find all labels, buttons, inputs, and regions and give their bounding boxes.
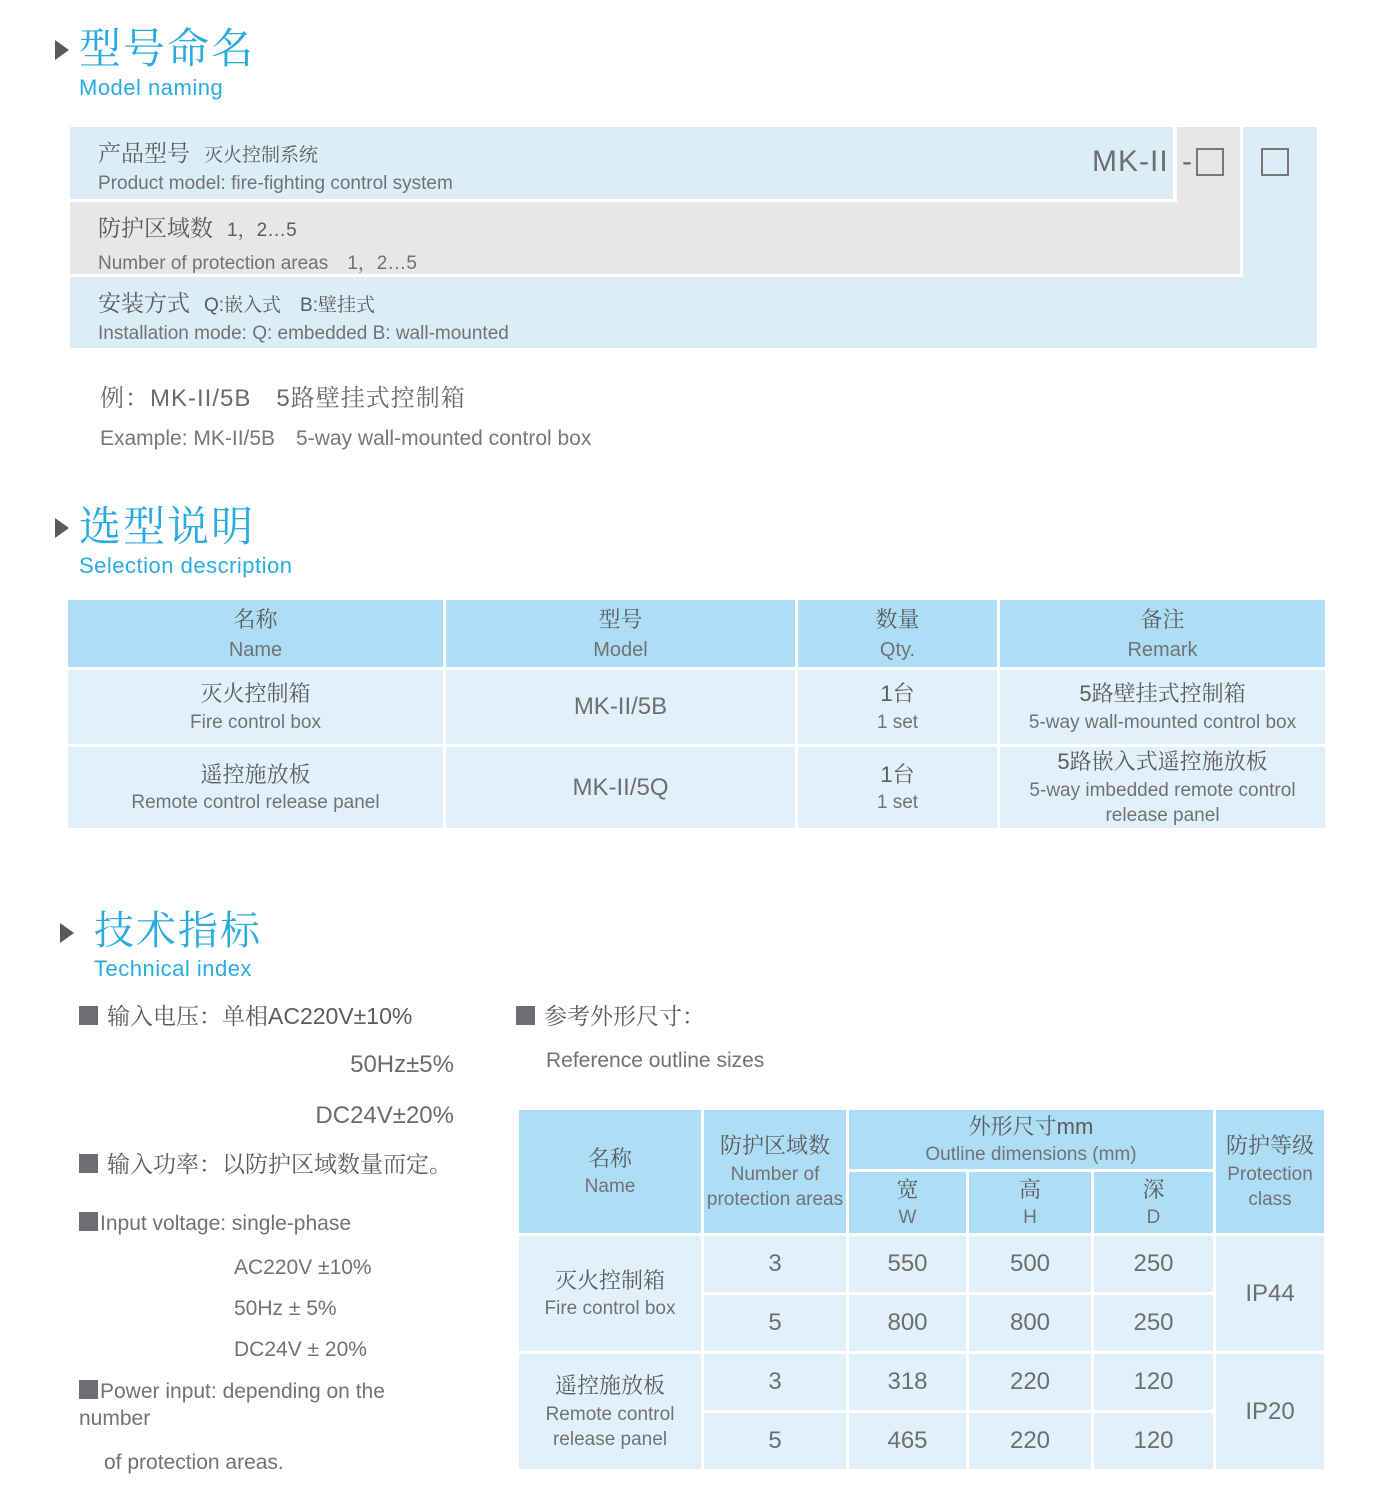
table-row — [67, 746, 1327, 830]
square-bullet-icon — [79, 1380, 98, 1399]
model-code-dash-box — [1182, 145, 1224, 179]
header-en: Name — [584, 1176, 636, 1198]
header-zh: 名称 — [587, 1145, 632, 1171]
spec-dc24v-zh: DC24V±20% — [315, 1101, 454, 1129]
spec-ac220v-en: AC220V ±10% — [234, 1255, 372, 1279]
row-note-zh: Q:嵌入式 B:壁挂式 — [204, 295, 376, 317]
spec-50hz-zh: 50Hz±5% — [350, 1051, 454, 1079]
col-header-remark — [999, 599, 1327, 669]
col-header-depth — [1093, 1171, 1215, 1235]
row-label-zh: 防护区域数 — [98, 215, 213, 242]
header-en: Protection class — [1227, 1163, 1313, 1210]
cell-name-zh: 灭火控制箱 — [554, 1267, 665, 1293]
cell-height: 220 — [968, 1412, 1093, 1471]
section-subtitle-model-naming: Model naming — [79, 75, 224, 101]
electrical-specs — [79, 1002, 454, 1493]
example-text-zh: 例：MK-II/5B 5路壁挂式控制箱 — [100, 385, 466, 413]
header-zh: 防护区域数 — [719, 1133, 830, 1159]
col-header-protection-areas — [703, 1109, 848, 1235]
diagram-row-product-model — [70, 127, 1173, 199]
header-en: Number of protection areas — [706, 1163, 844, 1210]
cell-remark — [999, 746, 1327, 830]
table-row — [518, 1353, 1326, 1412]
cell-name-en: Fire control box — [190, 711, 321, 733]
header-zh: 外形尺寸mm — [968, 1113, 1094, 1139]
row-label-en: Product model: fire-fighting control system — [98, 173, 453, 195]
header-zh: 数量 — [875, 607, 920, 633]
header-zh: 高 — [1018, 1176, 1041, 1202]
placeholder-box-icon — [1196, 148, 1224, 176]
header-zh: 深 — [1142, 1176, 1165, 1202]
square-bullet-icon — [79, 1212, 98, 1231]
header-zh: 备注 — [1140, 607, 1185, 633]
model-code-box — [1261, 148, 1289, 181]
example-text-en: Example: MK-II/5B 5-way wall-mounted control box — [100, 427, 592, 451]
spec-text: Power input: depending on the number — [79, 1379, 385, 1431]
header-en: W — [898, 1207, 917, 1229]
cell-qty-zh: 1台 — [880, 761, 915, 787]
selection-table — [65, 597, 1328, 831]
row-label-en: Number of protection areas 1，2…5 — [98, 253, 417, 275]
cell-name — [67, 669, 445, 746]
section-technical-header — [60, 909, 1399, 982]
section-selection-header — [55, 504, 1399, 579]
cell-depth: 120 — [1093, 1353, 1215, 1412]
cell-height: 220 — [968, 1353, 1093, 1412]
cell-areas: 3 — [703, 1353, 848, 1412]
cell-name-en: Fire control box — [544, 1298, 676, 1320]
placeholder-box-icon — [1261, 148, 1289, 176]
outline-sizes-block — [516, 1002, 1327, 1472]
cell-remark-en: 5-way imbedded remote control release panel — [1029, 780, 1296, 826]
cell-depth: 250 — [1093, 1235, 1215, 1294]
outline-title-zh — [516, 1002, 1327, 1032]
cell-depth: 120 — [1093, 1412, 1215, 1471]
spec-text: 输入功率：以防护区域数量而定。 — [107, 1150, 452, 1177]
technical-content — [79, 1002, 1399, 1493]
table-row — [518, 1235, 1326, 1294]
spec-power-input-en — [79, 1378, 454, 1433]
section-title-model-naming: 型号命名 — [79, 25, 256, 72]
row-label-zh: 产品型号 — [98, 140, 190, 167]
cell-qty-zh: 1台 — [880, 681, 915, 707]
col-header-qty — [797, 599, 999, 669]
cell-remark-en: 5-way wall-mounted control box — [1028, 711, 1297, 733]
spec-power-input-zh — [79, 1150, 454, 1180]
cell-name — [518, 1235, 703, 1353]
row-note-zh: 1，2…5 — [227, 220, 297, 242]
cell-areas: 5 — [703, 1412, 848, 1471]
header-en: H — [1023, 1207, 1037, 1229]
diagram-row-protection-areas — [70, 202, 1240, 274]
cell-areas: 5 — [703, 1294, 848, 1353]
spec-input-voltage-zh — [79, 1002, 454, 1032]
header-en: Remark — [1127, 638, 1198, 661]
col-header-width — [848, 1171, 968, 1235]
cell-width: 318 — [848, 1353, 968, 1412]
header-en: Outline dimensions (mm) — [925, 1144, 1137, 1166]
col-header-name — [67, 599, 445, 669]
cell-remark-zh: 5路壁挂式控制箱 — [1079, 681, 1246, 707]
col-header-protection-class — [1215, 1109, 1326, 1235]
section-title-technical: 技术指标 — [94, 909, 262, 954]
cell-model: MK-II/5B — [445, 669, 797, 746]
diagram-row-installation-mode — [70, 277, 1317, 348]
spec-50hz-en: 50Hz ± 5% — [234, 1297, 337, 1321]
cell-width: 465 — [848, 1412, 968, 1471]
cell-width: 800 — [848, 1294, 968, 1353]
section-subtitle-selection: Selection description — [79, 553, 293, 579]
cell-name-zh: 灭火控制箱 — [200, 681, 311, 707]
model-naming-diagram — [70, 127, 1317, 348]
cell-width: 550 — [848, 1235, 968, 1294]
cell-qty — [797, 746, 999, 830]
dimensions-header-row-1 — [518, 1109, 1326, 1171]
cell-protection-class: IP20 — [1215, 1353, 1326, 1471]
col-header-model — [445, 599, 797, 669]
col-header-outline-dimensions — [848, 1109, 1215, 1171]
cell-depth: 250 — [1093, 1294, 1215, 1353]
header-en: Name — [228, 638, 283, 661]
cell-height: 500 — [968, 1235, 1093, 1294]
cell-name-en: Remote control release panel — [131, 792, 380, 814]
cell-height: 800 — [968, 1294, 1093, 1353]
section-subtitle-technical: Technical index — [94, 956, 252, 982]
cell-name — [67, 746, 445, 830]
cell-qty-en: 1 set — [876, 792, 919, 814]
square-bullet-icon — [79, 1154, 98, 1173]
square-bullet-icon — [79, 1006, 98, 1025]
spec-text: Input voltage: single-phase — [100, 1211, 352, 1235]
cell-remark-zh: 5路嵌入式遥控施放板 — [1057, 749, 1268, 775]
spec-input-voltage-en — [79, 1210, 454, 1237]
square-bullet-icon — [516, 1006, 535, 1025]
spec-power-input-en-2: of protection areas. — [104, 1451, 284, 1475]
header-en: D — [1146, 1207, 1161, 1229]
model-code-label: MK-II — [1092, 145, 1169, 179]
row-label-en: Installation mode: Q: embedded B: wall-mounted — [98, 323, 509, 345]
row-label-zh: 安装方式 — [98, 290, 190, 317]
cell-protection-class: IP44 — [1215, 1235, 1326, 1353]
header-zh: 名称 — [233, 607, 278, 633]
dash-character: - — [1182, 145, 1192, 179]
row-note-zh: 灭火控制系统 — [204, 145, 319, 167]
outline-title-en: Reference outline sizes — [546, 1049, 765, 1073]
cell-remark — [999, 669, 1327, 746]
header-zh: 型号 — [598, 607, 643, 633]
section-model-naming-header — [55, 26, 1399, 101]
cell-name — [518, 1353, 703, 1471]
section-title-selection: 选型说明 — [79, 503, 256, 551]
section-arrow-icon — [60, 923, 74, 943]
spec-text: 参考外形尺寸： — [544, 1003, 705, 1030]
dimensions-table — [516, 1107, 1327, 1472]
cell-model: MK-II/5Q — [445, 746, 797, 830]
spec-text: 输入电压：单相AC220V±10% — [107, 1003, 413, 1030]
section-arrow-icon — [55, 518, 69, 538]
cell-qty — [797, 669, 999, 746]
col-header-name — [518, 1109, 703, 1235]
cell-name-zh: 遥控施放板 — [200, 761, 311, 787]
header-zh: 宽 — [896, 1176, 919, 1202]
header-en: Model — [593, 638, 648, 661]
section-arrow-icon — [55, 40, 69, 60]
header-en: Qty. — [879, 638, 916, 661]
header-zh: 防护等级 — [1225, 1133, 1314, 1159]
cell-name-zh: 遥控施放板 — [554, 1373, 665, 1399]
table-row — [67, 669, 1327, 746]
model-example — [100, 378, 1399, 452]
selection-table-header-row — [67, 599, 1327, 669]
cell-name-en: Remote control release panel — [545, 1403, 675, 1450]
col-header-height — [968, 1171, 1093, 1235]
spec-dc24v-en: DC24V ± 20% — [234, 1338, 367, 1362]
cell-areas: 3 — [703, 1235, 848, 1294]
cell-qty-en: 1 set — [876, 711, 919, 733]
